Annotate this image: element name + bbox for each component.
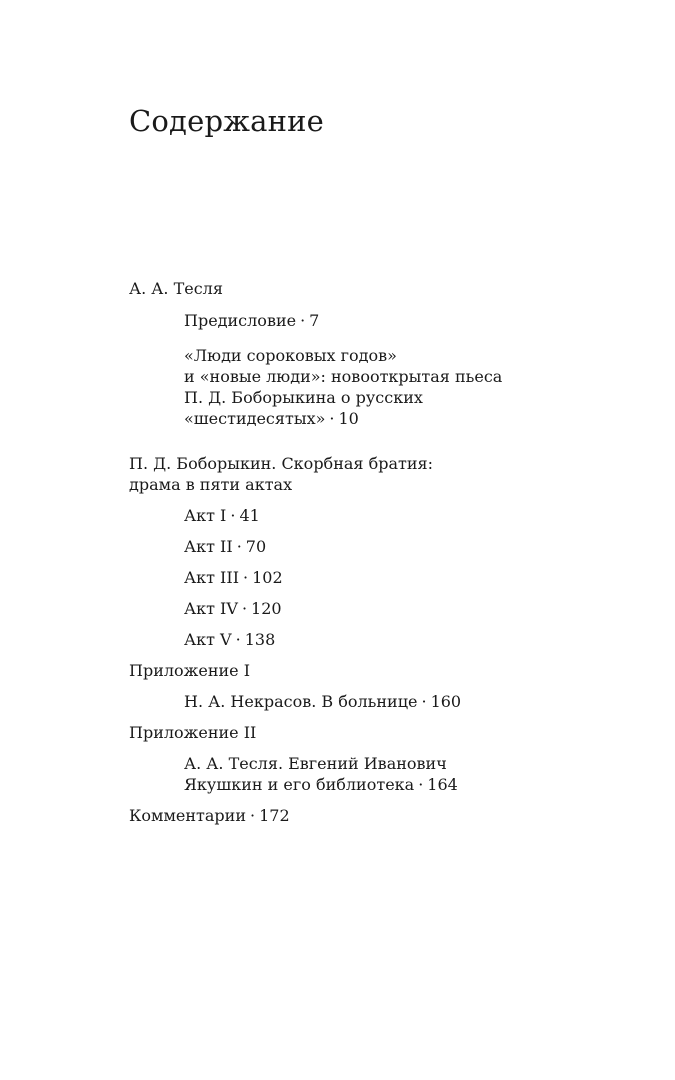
toc-entry-title-line: «Люди сороковых годов» bbox=[184, 346, 397, 365]
separator-dot: · bbox=[230, 506, 236, 525]
page-number: 172 bbox=[259, 806, 290, 825]
page-number: 160 bbox=[430, 692, 462, 711]
toc-entry-title: Акт IV bbox=[184, 599, 238, 618]
separator-dot: · bbox=[300, 311, 306, 330]
toc-entry-title-line: «шестидесятых» bbox=[184, 409, 326, 428]
toc-heading-line: П. Д. Боборыкин. Скорбная братия: bbox=[129, 454, 433, 473]
toc-entry-title: Предисловие bbox=[184, 311, 297, 330]
toc-appendix-2-heading: Приложение II bbox=[129, 723, 257, 742]
page-number: 10 bbox=[338, 409, 359, 428]
toc-play-heading bbox=[129, 453, 609, 495]
page-number: 70 bbox=[245, 537, 267, 556]
toc-entry-act-3[interactable] bbox=[129, 567, 609, 588]
separator-dot: · bbox=[329, 409, 335, 428]
toc-entry-title: Н. А. Некрасов. В больнице bbox=[184, 692, 418, 711]
separator-dot: · bbox=[418, 775, 424, 794]
toc-entry-preface[interactable] bbox=[129, 310, 609, 331]
toc-entry-act-5[interactable] bbox=[129, 629, 609, 650]
toc-entry-title: Акт III bbox=[184, 568, 240, 587]
toc-entry-title: Акт II bbox=[184, 537, 233, 556]
toc-entry-title-line: А. А. Тесля. Евгений Иванович bbox=[184, 754, 447, 773]
toc-entry-title: Акт V bbox=[184, 630, 232, 649]
separator-dot: · bbox=[236, 537, 242, 556]
separator-dot: · bbox=[243, 568, 249, 587]
page-title: Содержание bbox=[129, 104, 325, 138]
table-of-contents bbox=[129, 278, 609, 826]
page-number: 7 bbox=[309, 311, 320, 330]
page-number: 164 bbox=[427, 775, 458, 794]
page-number: 41 bbox=[239, 506, 260, 525]
toc-entry-article[interactable] bbox=[129, 345, 609, 429]
toc-entry-title-line: П. Д. Боборыкина о русских bbox=[184, 388, 423, 407]
separator-dot: · bbox=[241, 599, 248, 618]
separator-dot: · bbox=[421, 692, 427, 711]
separator-dot: · bbox=[235, 630, 241, 649]
toc-entry-act-4[interactable] bbox=[129, 598, 609, 619]
toc-entry-comments[interactable] bbox=[129, 805, 609, 826]
toc-appendix-1-heading: Приложение I bbox=[129, 661, 251, 680]
toc-entry-act-1[interactable] bbox=[129, 505, 609, 526]
toc-entry-act-2[interactable] bbox=[129, 536, 609, 557]
toc-entry-title-line-last bbox=[184, 408, 609, 429]
page-number: 138 bbox=[244, 630, 276, 649]
toc-entry-appendix-1[interactable] bbox=[129, 691, 609, 712]
page-number: 120 bbox=[251, 599, 282, 618]
toc-entry-title-line: и «новые люди»: новооткрытая пьеса bbox=[184, 367, 503, 386]
toc-heading-line: драма в пяти актах bbox=[129, 475, 293, 494]
toc-entry-title-line: Якушкин и его библиотека bbox=[184, 775, 415, 794]
page-number: 102 bbox=[252, 568, 283, 587]
toc-entry-appendix-2[interactable] bbox=[129, 753, 609, 795]
toc-author-heading: А. А. Тесля bbox=[129, 279, 223, 298]
toc-entry-title: Акт I bbox=[184, 506, 227, 525]
separator-dot: · bbox=[250, 806, 256, 825]
toc-entry-title: Комментарии bbox=[129, 806, 246, 825]
toc-entry-title-line-last bbox=[184, 774, 609, 795]
